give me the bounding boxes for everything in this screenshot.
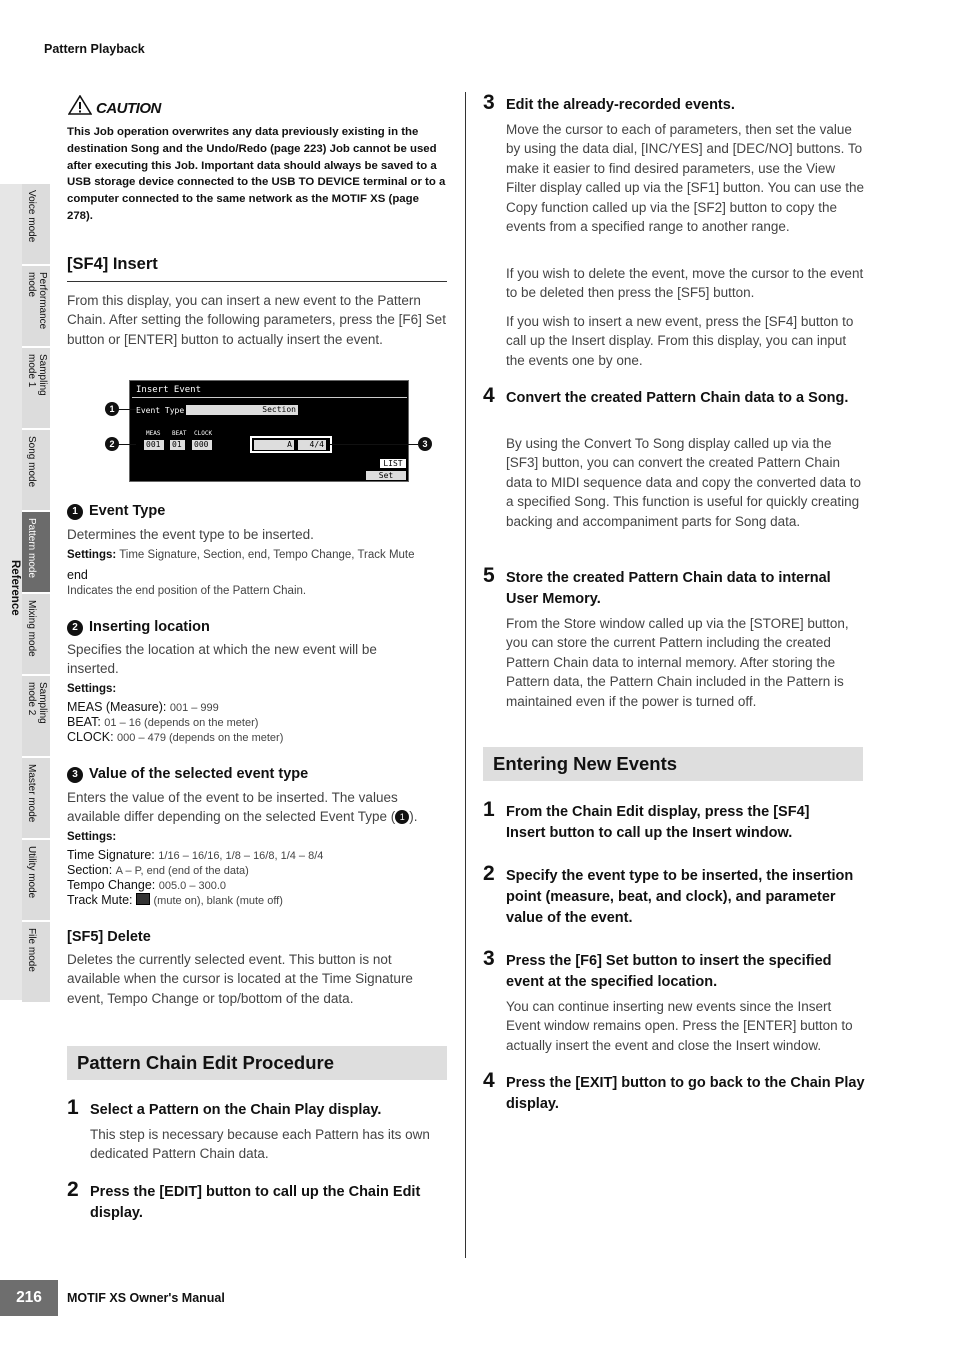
new-step-3-title: Press the [F6] Set button to insert the specified event at the specified location. — [506, 953, 832, 990]
lcd-event-type-field[interactable]: Section — [186, 405, 298, 415]
chain-step-4-title: Convert the created Pattern Chain data to a Song. — [506, 390, 849, 406]
chain-step-3-title: Edit the already-recorded events. — [506, 97, 735, 113]
inserting-text: Specifies the location at which the new event will be inserted. — [67, 642, 377, 677]
caution-label: CAUTION — [96, 100, 161, 117]
meas-setting: MEAS (Measure): 001 – 999 — [67, 700, 219, 714]
lcd-list-button[interactable]: LIST — [380, 459, 406, 468]
chain-step-4-text: By using the Convert To Song display called up via the [SF3] button, you can convert the created Pattern Chain data to MIDI sequence data and copy the converted data to a specified Song. This function is useful for quickly creating backing and accompaniment parts for Song data. — [506, 436, 861, 529]
tab-voice-mode[interactable]: Voice mode — [22, 184, 50, 264]
sf4-heading: [SF4] Insert — [67, 255, 158, 273]
lcd-title: Insert Event — [136, 385, 202, 395]
chain-step-3-text: Move the cursor to each of parameters, then set the value by using the data dial, [INC/YES] and [DEC/NO] buttons. To make it easier to find desired parameters, use the View Filter display called up via the [SF1] button. You can use the Copy function called up via the [SF2] button to copy the events from a specified range to another range. — [506, 122, 864, 235]
tab-sampling-mode-2[interactable]: Sampling mode 2 — [22, 676, 50, 756]
callout-3: 3 — [418, 437, 432, 451]
new-step-4-title: Press the [EXIT] button to go back to the Chain Play display. — [506, 1075, 865, 1112]
inserting-heading: 2 Inserting location — [67, 619, 210, 636]
beat-setting: BEAT: 01 – 16 (depends on the meter) — [67, 715, 259, 729]
chain-step-3-text2: If you wish to delete the event, move the cursor to the event to be deleted then press the [SF5] button. — [506, 266, 864, 301]
warning-icon — [68, 95, 92, 120]
chain-step-3-text3: If you wish to insert a new event, press the [SF4] button to call up the Insert display. From this display, you can input the events one by one. — [506, 314, 854, 368]
value-settings-label: Settings: — [67, 831, 117, 843]
tab-sampling-mode-1[interactable]: Sampling mode 1 — [22, 348, 50, 428]
tab-master-mode[interactable]: Master mode — [22, 758, 50, 838]
insert-event-screen: Insert Event Event Type Section MEAS BEAT CLOCK 001 01 000 A 4/4 LIST Set — [129, 380, 409, 482]
footer-title: MOTIF XS Owner's Manual — [67, 1291, 225, 1305]
chain-step-5-text: From the Store window called up via the [STORE] button, you can store the current Pattern including the created Pattern Chain data to internal memory. After storing the Pattern data, the Pattern Chain included in the Pattern is maintained even if the power is turned off. — [506, 616, 849, 709]
sf5-text: Deletes the currently selected event. This button is not available when the cursor is located at the Time Signature event, Tempo Change or top/bottom of the data. — [67, 952, 413, 1006]
new-events-heading: Entering New Events — [483, 747, 863, 781]
lcd-clock-field[interactable]: 000 — [192, 440, 212, 450]
clock-setting: CLOCK: 000 – 479 (depends on the meter) — [67, 730, 284, 744]
sf5-heading: [SF5] Delete — [67, 929, 151, 945]
event-type-heading: 1 Event Type — [67, 503, 165, 520]
running-header: Pattern Playback — [44, 42, 145, 56]
new-step-3-text: You can continue inserting new events since the Insert Event window remains open. Press the [ENTER] button to actually insert the event and close the Insert window. — [506, 999, 853, 1053]
lcd-value-a[interactable]: A — [254, 440, 294, 450]
ts-setting: Time Signature: 1/16 – 16/16, 1/8 – 16/8, 1/4 – 8/4 — [67, 848, 324, 862]
tab-utility-mode[interactable]: Utility mode — [22, 840, 50, 920]
chain-edit-heading: Pattern Chain Edit Procedure — [67, 1046, 447, 1080]
value-heading: 3 Value of the selected event type — [67, 766, 308, 783]
new-step-2-title: Specify the event type to be inserted, the insertion point (measure, beat, and clock), and parameter value of the event. — [506, 868, 854, 926]
callout-2: 2 — [105, 437, 119, 451]
tab-song-mode[interactable]: Song mode — [22, 430, 50, 510]
value-text: Enters the value of the event to be inserted. The values available differ depending on the selected Event Type ( 1 ). — [67, 790, 418, 825]
tab-file-mode[interactable]: File mode — [22, 922, 50, 1002]
event-type-settings: Settings: Time Signature, Section, end, Tempo Change, Track Mute — [67, 549, 415, 561]
tab-mixing-mode[interactable]: Mixing mode — [22, 594, 50, 674]
callout-1: 1 — [105, 402, 119, 416]
lcd-meas-field[interactable]: 001 — [144, 440, 164, 450]
caution-text: This Job operation overwrites any data previously existing in the destination Song and the Undo/Redo (page 223) Job cannot be used after executing this Job. Important data should always be saved to a USB storage device connected to the USB TO DEVICE terminal or to a computer connected to the same network as the MOTIF XS (page 278). — [67, 126, 446, 222]
lcd-value-b[interactable]: 4/4 — [298, 440, 326, 450]
page-number: 216 — [0, 1280, 58, 1316]
chain-step-2-title: Press the [EDIT] button to call up the Chain Edit display. — [90, 1184, 421, 1221]
reference-label: Reference — [9, 560, 21, 616]
tab-pattern-mode[interactable]: Pattern mode — [22, 512, 50, 592]
mute-setting: Track Mute: (mute on), blank (mute off) — [67, 893, 283, 907]
new-step-1-title: From the Chain Edit display, press the [SF4] Insert button to call up the Insert window. — [506, 804, 810, 841]
chain-step-1-text: This step is necessary because each Pattern has its own dedicated Pattern Chain data. — [90, 1127, 430, 1162]
chain-step-1-title: Select a Pattern on the Chain Play display. — [90, 1102, 382, 1118]
lcd-set-button[interactable]: Set — [366, 471, 406, 480]
inserting-settings-label: Settings: — [67, 683, 117, 695]
end-term: end — [67, 568, 88, 582]
sf4-text: From this display, you can insert a new event to the Pattern Chain. After setting the following parameters, press the [F6] Set button or [ENTER] button to actually insert the event. — [67, 293, 446, 347]
end-desc: Indicates the end position of the Pattern Chain. — [67, 585, 307, 597]
tab-performance-mode[interactable]: Performance mode — [22, 266, 50, 346]
mute-icon — [136, 893, 150, 905]
event-type-text: Determines the event type to be inserted. — [67, 527, 314, 542]
heading-rule — [67, 281, 447, 282]
tempo-setting: Tempo Change: 005.0 – 300.0 — [67, 878, 227, 892]
section-setting: Section: A – P, end (end of the data) — [67, 863, 249, 877]
lcd-event-type-label: Event Type — [136, 406, 185, 415]
chain-step-5-title: Store the created Pattern Chain data to internal User Memory. — [506, 570, 831, 607]
lcd-beat-field[interactable]: 01 — [170, 440, 185, 450]
side-tabs — [22, 184, 50, 1004]
